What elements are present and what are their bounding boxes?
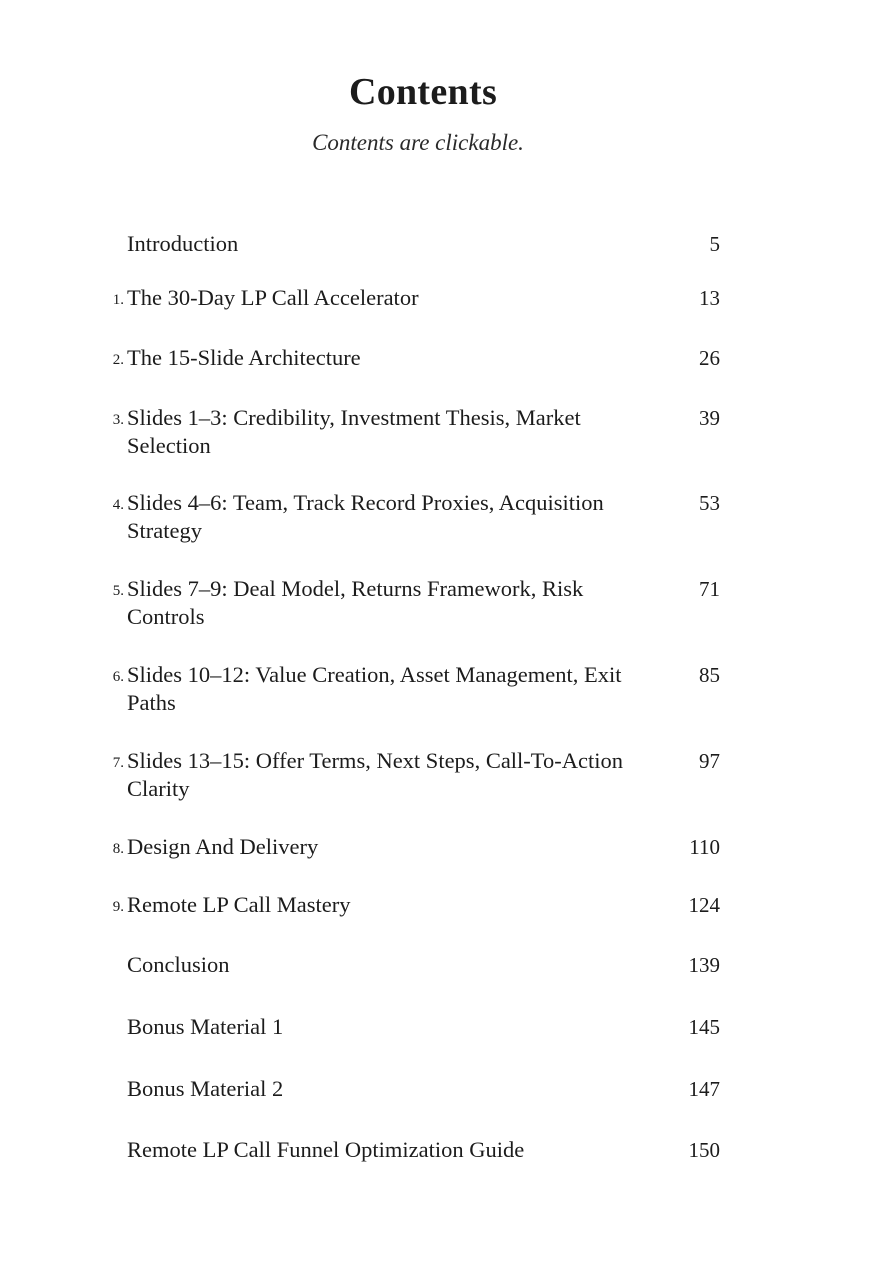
toc-entry-number: 9. <box>112 899 124 915</box>
toc-entry-title[interactable]: Slides 13–15: Offer Terms, Next Steps, Call-To-Action Clarity <box>127 748 623 801</box>
toc-entry-number: 4. <box>112 497 124 513</box>
toc-entry-page[interactable]: 97 <box>699 749 720 773</box>
toc-entry-number: 5. <box>112 583 124 599</box>
toc-entry-page[interactable]: 13 <box>699 286 720 310</box>
toc-entry-page[interactable]: 26 <box>699 346 720 370</box>
page-title: Contents <box>348 71 498 113</box>
toc-entry-page[interactable]: 147 <box>688 1077 720 1101</box>
toc-entry-title[interactable]: Remote LP Call Mastery <box>127 892 351 917</box>
toc-entry-title[interactable]: Slides 7–9: Deal Model, Returns Framework, Risk Controls <box>127 576 584 629</box>
toc-entry-page[interactable]: 39 <box>699 406 720 430</box>
toc-entry-page[interactable]: 71 <box>699 577 720 601</box>
toc-entry-title[interactable]: Introduction <box>127 231 239 256</box>
toc-entry-page[interactable]: 53 <box>699 491 720 515</box>
toc-entry-page[interactable]: 85 <box>699 663 720 687</box>
toc-entry-page[interactable]: 5 <box>709 232 720 256</box>
toc-entry-number: 3. <box>112 412 124 428</box>
toc-entry-page[interactable]: 110 <box>689 835 720 859</box>
toc-entry-title[interactable]: Design And Delivery <box>127 834 319 859</box>
toc-entry-number: 1. <box>112 292 124 308</box>
toc-entry-title[interactable]: Slides 1–3: Credibility, Investment Thesis, Market Selection <box>127 405 581 458</box>
toc-entry-number: 8. <box>112 841 124 857</box>
toc-entry-page[interactable]: 145 <box>688 1015 720 1039</box>
toc-entry-page[interactable]: 124 <box>688 893 720 917</box>
toc-entry-number: 6. <box>112 669 124 685</box>
toc-entry-title[interactable]: The 30-Day LP Call Accelerator <box>127 285 419 310</box>
toc-entry-title[interactable]: Bonus Material 1 <box>127 1014 284 1039</box>
toc-entry-number: 7. <box>112 755 124 771</box>
toc-entry-title[interactable]: The 15-Slide Architecture <box>127 345 361 370</box>
page-subtitle: Contents are clickable. <box>312 130 524 155</box>
toc-entry-title[interactable]: Slides 4–6: Team, Track Record Proxies, Acquisition Strategy <box>127 490 604 543</box>
toc-entry-number: 2. <box>112 352 124 368</box>
toc-entry-title[interactable]: Conclusion <box>127 952 230 977</box>
toc-entry-title[interactable]: Bonus Material 2 <box>127 1076 284 1101</box>
toc-entry-title[interactable]: Remote LP Call Funnel Optimization Guide <box>127 1137 525 1162</box>
toc-entry-title[interactable]: Slides 10–12: Value Creation, Asset Management, Exit Paths <box>127 662 622 715</box>
toc-entry-page[interactable]: 150 <box>688 1138 720 1162</box>
toc-entry-page[interactable]: 139 <box>688 953 720 977</box>
